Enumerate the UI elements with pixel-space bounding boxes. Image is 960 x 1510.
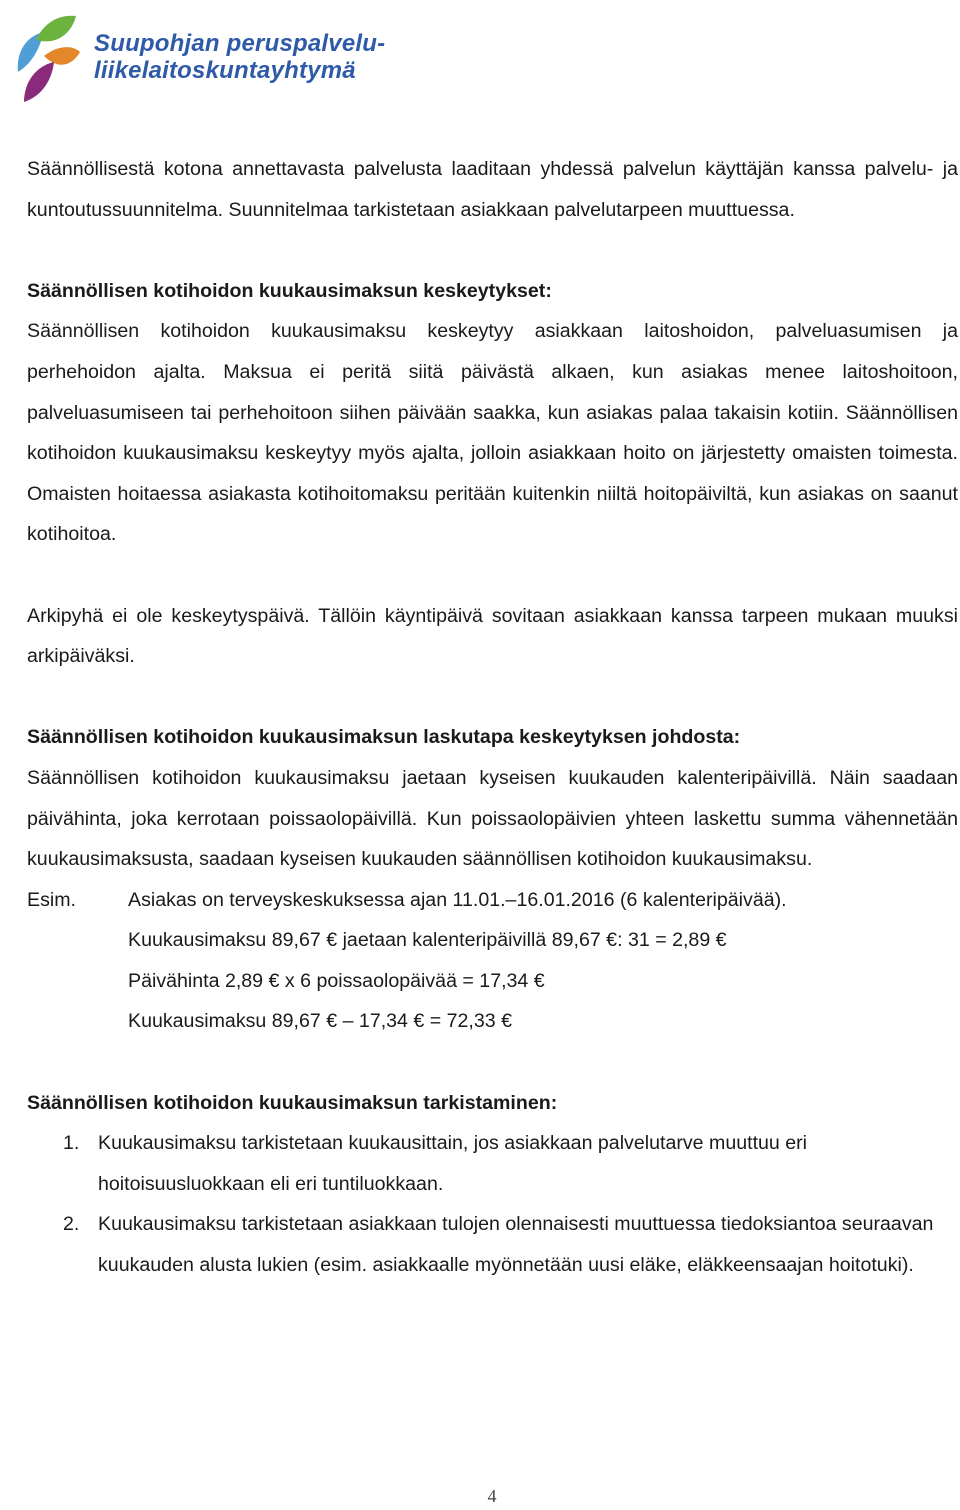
organization-name-line1: Suupohjan peruspalvelu- bbox=[94, 30, 386, 57]
spacer bbox=[27, 677, 958, 718]
list-item-number: 1. bbox=[63, 1132, 80, 1155]
spacer bbox=[27, 1042, 958, 1083]
example-label: Esim. bbox=[27, 888, 76, 911]
heading-interruptions: Säännöllisen kotihoidon kuukausimaksun keskeytykset: bbox=[27, 279, 552, 302]
example-line-result: Kuukausimaksu 89,67 € – 17,34 € = 72,33 € bbox=[128, 1010, 512, 1033]
spacer bbox=[27, 555, 958, 596]
heading-review: Säännöllisen kotihoidon kuukausimaksun tarkistaminen: bbox=[27, 1091, 558, 1114]
document-body bbox=[27, 149, 958, 1286]
organization-name-line2: liikelaitoskuntayhtymä bbox=[94, 57, 356, 84]
list-item-number: 2. bbox=[63, 1213, 80, 1236]
billing-paragraph: Säännöllisen kotihoidon kuukausimaksu jaetaan kyseisen kuukauden kalenteripäivillä. Näin saadaan päivähinta, joka kerrotaan poissaolopäivillä. Kun poissaolopäivien yhteen laskettu summa vähennetään kuukausimaksusta, saadaan kyseisen kuukauden säännöllisen kotihoidon kuukausimaksu. bbox=[27, 766, 958, 871]
example-line-daily-division: Kuukausimaksu 89,67 € jaetaan kalenteripäivillä 89,67 €: 31 = 2,89 € bbox=[128, 929, 727, 952]
leaf-logo-icon bbox=[14, 12, 80, 104]
example-line-daily-price: Päivähinta 2,89 € x 6 poissaolopäivää = 17,34 € bbox=[128, 969, 545, 992]
list-item bbox=[27, 1123, 958, 1204]
review-list bbox=[27, 1123, 958, 1285]
intro-paragraph: Säännöllisestä kotona annettavasta palvelusta laaditaan yhdessä palvelun käyttäjän kanssa palvelu- ja kuntoutussuunnitelma. Suunnitelmaa tarkistetaan asiakkaan palvelutarpeen muuttuessa. bbox=[27, 158, 958, 221]
heading-billing: Säännöllisen kotihoidon kuukausimaksun laskutapa keskeytyksen johdosta: bbox=[27, 726, 741, 749]
interruptions-paragraph: Säännöllisen kotihoidon kuukausimaksu keskeytyy asiakkaan laitoshoidon, palveluasumisen ja perhehoidon ajalta. Maksua ei peritä siitä päivästä alkaen, kun asiakas menee laitoshoitoon, palveluasumiseen tai perhehoitoon siihen päivään saakka, kun asiakas palaa takaisin kotiin. Säännöllisen kotihoidon kuukausimaksu keskeytyy myös ajalta, jolloin asiakkaan hoito on järjestetty omaisten toimesta. Omaisten hoitaessa asiakasta kotihoitomaksu peritään kuitenkin niiltä hoitopäiviltä, kun asiakas on saanut kotihoitoa. bbox=[27, 320, 958, 546]
holiday-paragraph: Arkipyhä ei ole keskeytyspäivä. Tällöin käyntipäivä sovitaan asiakkaan kanssa tarpeen mukaan muuksi arkipäiväksi. bbox=[27, 604, 958, 668]
example-line-period: Asiakas on terveyskeskuksessa ajan 11.01.–16.01.2016 (6 kalenteripäivää). bbox=[128, 888, 787, 911]
list-item bbox=[27, 1204, 958, 1285]
list-item-text: Kuukausimaksu tarkistetaan kuukausittain, jos asiakkaan palvelutarve muuttuu eri hoitoisuusluokkaan eli eri tuntiluokkaan. bbox=[98, 1132, 808, 1195]
organization-name bbox=[94, 30, 385, 84]
calculation-example bbox=[27, 880, 958, 1042]
organization-logo bbox=[14, 12, 414, 108]
spacer bbox=[27, 230, 958, 271]
list-item-text: Kuukausimaksu tarkistetaan asiakkaan tulojen olennaisesti muuttuessa tiedoksiantoa seuraavan kuukauden alusta lukien (esim. asiakkaalle myönnetään uusi eläke, eläkkeensaajan hoitotuki). bbox=[98, 1213, 934, 1277]
page-number: 4 bbox=[487, 1486, 497, 1506]
